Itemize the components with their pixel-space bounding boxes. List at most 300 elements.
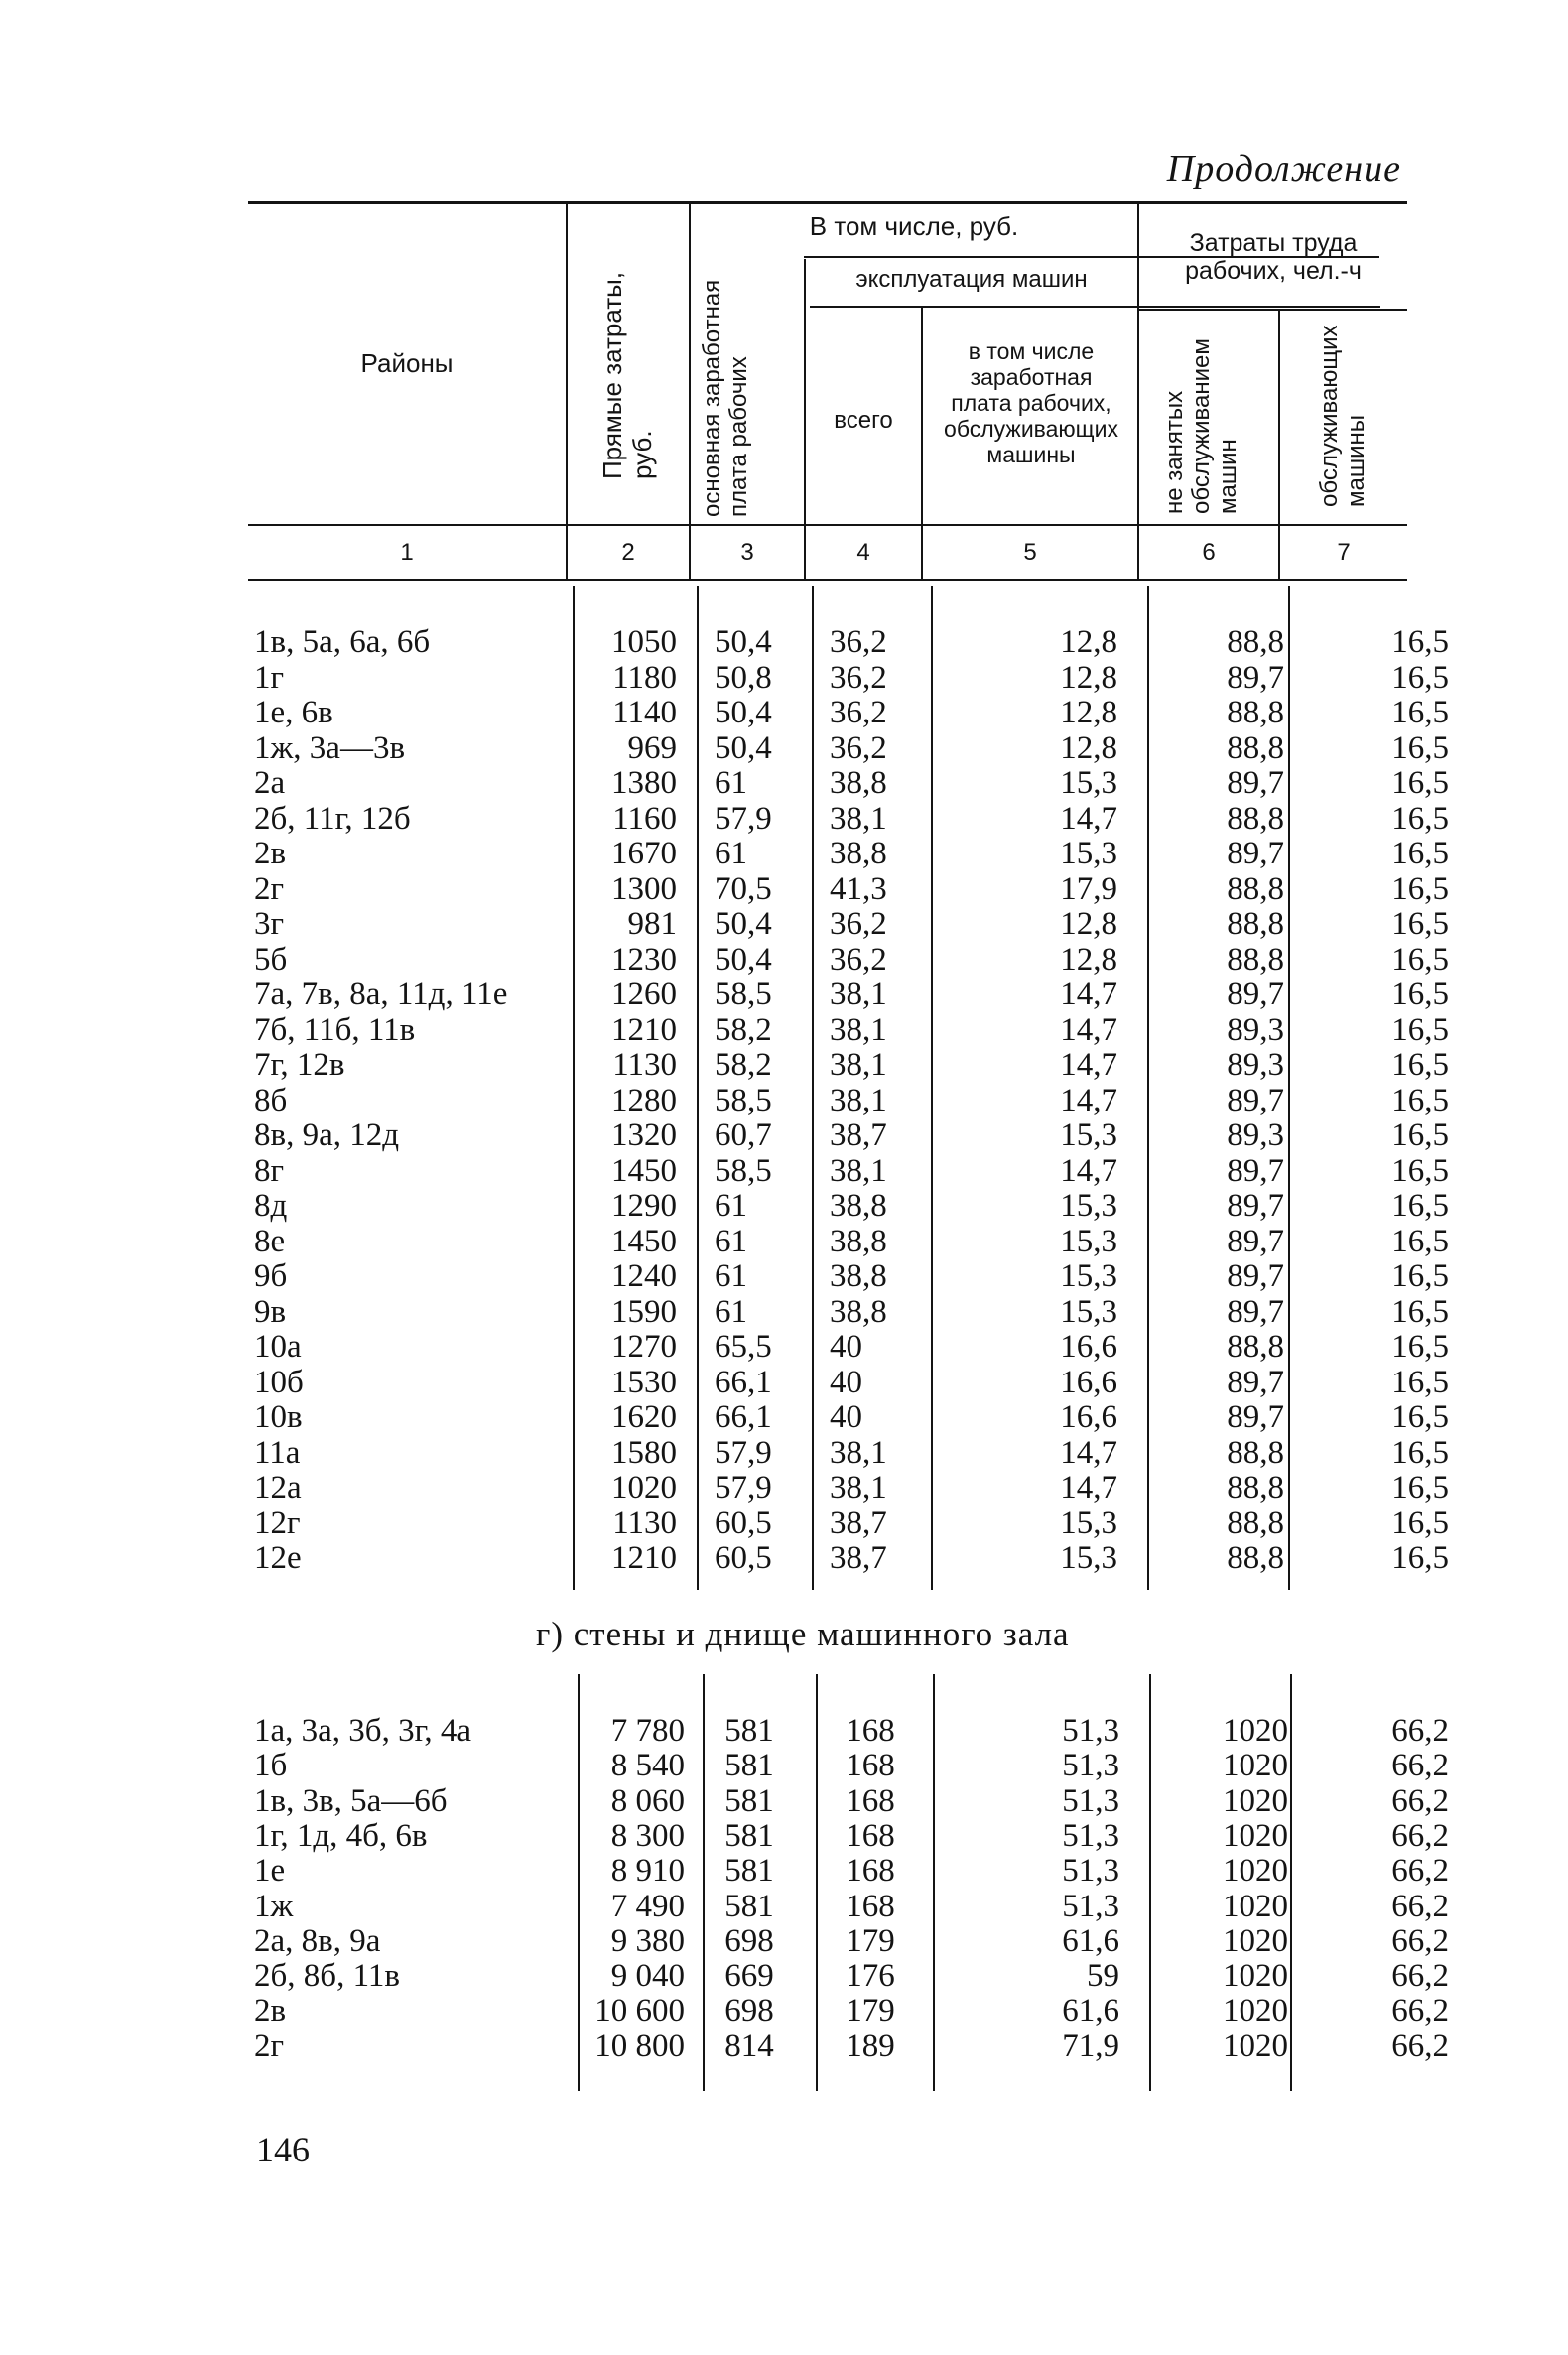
labor-not-machine-cell: 88,8 (1227, 941, 1284, 978)
col-number-6: 6 (1202, 539, 1216, 566)
labor-not-machine-cell: 89,7 (1227, 977, 1284, 1012)
base-wage-cell: 58,5 (715, 977, 772, 1012)
region-cell: 8в, 9а, 12д (254, 1117, 400, 1153)
region-cell: 8б (254, 1082, 288, 1118)
base-wage-cell: 60,5 (715, 1505, 772, 1541)
continuation-label: Продолжение (1166, 148, 1401, 190)
labor-not-machine-cell: 1020 (1223, 1748, 1288, 1784)
machine-wage-cell: 71,9 (1062, 2028, 1119, 2064)
machine-total-cell: 38,1 (830, 1434, 887, 1471)
base-wage-cell: 581 (724, 1853, 774, 1890)
labor-not-machine-cell: 89,3 (1227, 1047, 1284, 1083)
machine-total-cell: 168 (846, 1888, 895, 1924)
table-row (248, 1117, 1449, 1153)
labor-not-machine-cell: 88,8 (1227, 1505, 1284, 1541)
region-cell: 7б, 11б, 11в (254, 1011, 416, 1048)
labor-not-machine-cell: 88,8 (1227, 870, 1284, 907)
table-row (248, 1817, 1449, 1854)
labor-servicing-cell: 16,5 (1391, 1188, 1449, 1224)
direct-costs-cell: 1160 (612, 800, 677, 837)
table-row (248, 765, 1449, 801)
base-wage-cell: 61 (715, 836, 747, 871)
header-labor-costs: Затраты труда рабочих, чел.-ч (1185, 229, 1362, 285)
region-cell: 2а, 8в, 9а (254, 1922, 381, 1959)
labor-servicing-cell: 16,5 (1391, 836, 1449, 871)
machine-wage-cell: 12,8 (1060, 624, 1117, 660)
header-regions: Районы (360, 348, 454, 378)
direct-costs-cell: 1140 (612, 695, 677, 730)
machine-total-cell: 40 (830, 1399, 862, 1435)
machine-total-cell: 176 (846, 1958, 895, 1995)
region-cell: 2г (254, 2028, 285, 2064)
table-row (248, 1082, 1449, 1118)
direct-costs-cell: 1590 (611, 1293, 677, 1330)
table-row (248, 624, 1449, 660)
machine-total-cell: 38,1 (830, 977, 887, 1012)
machine-total-cell: 168 (846, 1782, 895, 1819)
region-cell: 1е (254, 1853, 286, 1890)
machine-wage-cell: 15,3 (1060, 1293, 1117, 1330)
direct-costs-cell: 1210 (611, 1011, 677, 1048)
header-machine-operation: эксплуатация машин (855, 266, 1088, 293)
labor-not-machine-cell: 88,8 (1227, 906, 1284, 942)
labor-servicing-cell: 16,5 (1391, 1258, 1449, 1294)
labor-servicing-cell: 16,5 (1391, 1011, 1449, 1048)
region-cell: 7г, 12в (254, 1047, 345, 1083)
region-cell: 2г (254, 870, 285, 907)
base-wage-cell: 61 (715, 1258, 747, 1294)
labor-servicing-cell: 16,5 (1391, 1152, 1449, 1189)
machine-wage-cell: 12,8 (1060, 906, 1117, 942)
base-wage-cell: 581 (724, 1748, 774, 1784)
table-row (248, 977, 1449, 1012)
labor-servicing-cell: 66,2 (1391, 2028, 1449, 2064)
header-including-wage: в том числе заработная плата рабочих, обслуживающих машины (944, 338, 1118, 467)
region-cell: 9в (254, 1293, 287, 1330)
direct-costs-cell: 8 910 (610, 1853, 685, 1890)
machine-wage-cell: 14,7 (1060, 1011, 1117, 1048)
labor-servicing-cell: 16,5 (1391, 1047, 1449, 1083)
machine-wage-cell: 15,3 (1060, 765, 1117, 801)
labor-not-machine-cell: 88,8 (1227, 624, 1284, 660)
machine-wage-cell: 12,8 (1060, 729, 1117, 766)
direct-costs-cell: 8 300 (610, 1817, 685, 1854)
base-wage-cell: 698 (724, 1922, 774, 1959)
direct-costs-cell: 1130 (612, 1047, 677, 1083)
direct-costs-cell: 1290 (611, 1188, 677, 1224)
labor-servicing-cell: 16,5 (1391, 1223, 1449, 1259)
base-wage-cell: 669 (724, 1958, 774, 1995)
region-cell: 1а, 3а, 3б, 3г, 4а (254, 1713, 472, 1749)
machine-wage-cell: 14,7 (1060, 800, 1117, 837)
direct-costs-cell: 1670 (611, 836, 677, 871)
header-including-rub: В том числе, руб. (809, 211, 1019, 241)
machine-wage-cell: 61,6 (1062, 1993, 1119, 2029)
direct-costs-cell: 1240 (611, 1258, 677, 1294)
base-wage-cell: 58,5 (715, 1152, 772, 1189)
labor-servicing-cell: 16,5 (1391, 1329, 1449, 1365)
labor-not-machine-cell: 1020 (1223, 1853, 1288, 1890)
region-cell: 1г (254, 659, 285, 696)
region-cell: 12е (254, 1540, 302, 1576)
machine-total-cell: 36,2 (830, 941, 887, 978)
machine-total-cell: 179 (846, 1993, 895, 2029)
table-row (248, 1364, 1449, 1400)
labor-not-machine-cell: 88,8 (1227, 1434, 1284, 1471)
region-cell: 10в (254, 1399, 303, 1435)
table-row (248, 659, 1449, 696)
direct-costs-cell: 1450 (611, 1223, 677, 1259)
base-wage-cell: 57,9 (715, 800, 772, 837)
col-number-5: 5 (1023, 539, 1037, 566)
labor-servicing-cell: 16,5 (1391, 695, 1449, 730)
machine-total-cell: 38,7 (830, 1117, 887, 1153)
base-wage-cell: 814 (724, 2028, 774, 2064)
region-cell: 1г, 1д, 4б, 6в (254, 1817, 428, 1854)
table-row (248, 1540, 1449, 1576)
table-row (248, 1748, 1449, 1784)
table-row (248, 1223, 1449, 1259)
labor-not-machine-cell: 89,3 (1227, 1117, 1284, 1153)
machine-wage-cell: 12,8 (1060, 695, 1117, 730)
machine-total-cell: 38,8 (830, 765, 887, 801)
machine-wage-cell: 15,3 (1060, 1188, 1117, 1224)
machine-total-cell: 38,1 (830, 1152, 887, 1189)
labor-servicing-cell: 16,5 (1391, 870, 1449, 907)
machine-total-cell: 36,2 (830, 624, 887, 660)
table-row (248, 1011, 1449, 1048)
labor-not-machine-cell: 89,7 (1227, 836, 1284, 871)
region-cell: 8г (254, 1152, 285, 1189)
base-wage-cell: 50,4 (715, 941, 772, 978)
direct-costs-cell: 1210 (611, 1540, 677, 1576)
labor-servicing-cell: 16,5 (1391, 729, 1449, 766)
labor-servicing-cell: 66,2 (1391, 1748, 1449, 1784)
machine-total-cell: 38,8 (830, 1293, 887, 1330)
direct-costs-cell: 7 490 (610, 1888, 685, 1924)
machine-total-cell: 179 (846, 1922, 895, 1959)
page-number: 146 (256, 2130, 310, 2169)
machine-wage-cell: 15,3 (1060, 1505, 1117, 1541)
region-cell: 2а (254, 765, 286, 801)
machine-wage-cell: 14,7 (1060, 1152, 1117, 1189)
labor-servicing-cell: 16,5 (1391, 624, 1449, 660)
base-wage-cell: 581 (724, 1782, 774, 1819)
machine-wage-cell: 51,3 (1062, 1782, 1119, 1819)
table-row (248, 1958, 1449, 1995)
region-cell: 2в (254, 836, 287, 871)
machine-total-cell: 168 (846, 1713, 895, 1749)
direct-costs-cell: 1300 (611, 870, 677, 907)
table-row (248, 1993, 1449, 2029)
table-row (248, 1782, 1449, 1819)
machine-wage-cell: 12,8 (1060, 659, 1117, 696)
header-not-machine: не занятых обслуживанием машин (1161, 338, 1241, 514)
table-row (248, 870, 1449, 907)
direct-costs-cell: 1260 (611, 977, 677, 1012)
base-wage-cell: 58,2 (715, 1047, 772, 1083)
header-direct-costs: Прямые затраты, руб. (597, 271, 657, 479)
labor-servicing-cell: 16,5 (1391, 906, 1449, 942)
table-row (248, 1329, 1449, 1365)
table-row (248, 1152, 1449, 1189)
machine-wage-cell: 15,3 (1060, 1117, 1117, 1153)
machine-total-cell: 38,8 (830, 836, 887, 871)
col-number-3: 3 (740, 539, 754, 566)
direct-costs-cell: 8 060 (610, 1782, 685, 1819)
labor-not-machine-cell: 88,8 (1227, 729, 1284, 766)
labor-not-machine-cell: 89,7 (1227, 1223, 1284, 1259)
direct-costs-cell: 1380 (611, 765, 677, 801)
base-wage-cell: 66,1 (715, 1399, 772, 1435)
region-cell: 8е (254, 1223, 286, 1259)
labor-not-machine-cell: 89,7 (1227, 1293, 1284, 1330)
direct-costs-cell: 969 (627, 729, 677, 766)
labor-not-machine-cell: 1020 (1223, 1888, 1288, 1924)
labor-not-machine-cell: 89,7 (1227, 659, 1284, 696)
machine-wage-cell: 16,6 (1060, 1329, 1117, 1365)
base-wage-cell: 581 (724, 1817, 774, 1854)
machine-wage-cell: 16,6 (1060, 1399, 1117, 1435)
labor-servicing-cell: 16,5 (1391, 800, 1449, 837)
labor-servicing-cell: 66,2 (1391, 1958, 1449, 1995)
direct-costs-cell: 1270 (611, 1329, 677, 1365)
base-wage-cell: 50,4 (715, 624, 772, 660)
labor-servicing-cell: 16,5 (1391, 659, 1449, 696)
region-cell: 10а (254, 1329, 302, 1365)
machine-wage-cell: 14,7 (1060, 1047, 1117, 1083)
machine-total-cell: 36,2 (830, 906, 887, 942)
labor-servicing-cell: 66,2 (1391, 1888, 1449, 1924)
machine-total-cell: 38,7 (830, 1540, 887, 1576)
col-number-2: 2 (621, 539, 635, 566)
machine-wage-cell: 15,3 (1060, 1223, 1117, 1259)
table-row (248, 2028, 1449, 2064)
labor-servicing-cell: 16,5 (1391, 1399, 1449, 1435)
machine-wage-cell: 61,6 (1062, 1922, 1119, 1959)
machine-total-cell: 38,7 (830, 1505, 887, 1541)
machine-wage-cell: 14,7 (1060, 1470, 1117, 1505)
labor-not-machine-cell: 89,7 (1227, 1152, 1284, 1189)
direct-costs-cell: 1020 (611, 1470, 677, 1505)
base-wage-cell: 61 (715, 1223, 747, 1259)
machine-wage-cell: 14,7 (1060, 977, 1117, 1012)
direct-costs-cell: 1230 (611, 941, 677, 978)
region-cell: 2б, 11г, 12б (254, 800, 411, 837)
labor-not-machine-cell: 88,8 (1227, 1329, 1284, 1365)
labor-not-machine-cell: 88,8 (1227, 800, 1284, 837)
base-wage-cell: 57,9 (715, 1470, 772, 1505)
machine-total-cell: 38,8 (830, 1258, 887, 1294)
machine-total-cell: 40 (830, 1364, 862, 1400)
labor-servicing-cell: 16,5 (1391, 1117, 1449, 1153)
region-cell: 8д (254, 1188, 288, 1224)
labor-servicing-cell: 16,5 (1391, 1364, 1449, 1400)
machine-total-cell: 38,8 (830, 1223, 887, 1259)
machine-wage-cell: 51,3 (1062, 1853, 1119, 1890)
labor-not-machine-cell: 89,3 (1227, 1011, 1284, 1048)
labor-not-machine-cell: 89,7 (1227, 1399, 1284, 1435)
machine-wage-cell: 51,3 (1062, 1713, 1119, 1749)
base-wage-cell: 66,1 (715, 1364, 772, 1400)
machine-wage-cell: 51,3 (1062, 1748, 1119, 1784)
labor-servicing-cell: 66,2 (1391, 1782, 1449, 1819)
labor-not-machine-cell: 89,7 (1227, 765, 1284, 801)
base-wage-cell: 61 (715, 1293, 747, 1330)
region-cell: 12а (254, 1470, 302, 1505)
labor-servicing-cell: 66,2 (1391, 1853, 1449, 1890)
labor-not-machine-cell: 1020 (1223, 1713, 1288, 1749)
region-cell: 1ж (254, 1888, 294, 1924)
region-cell: 9б (254, 1258, 288, 1294)
header-base-wage: основная заработная плата рабочих (699, 279, 752, 517)
machine-total-cell: 38,1 (830, 1011, 887, 1048)
machine-wage-cell: 12,8 (1060, 941, 1117, 978)
machine-total-cell: 36,2 (830, 659, 887, 696)
machine-wage-cell: 15,3 (1060, 1540, 1117, 1576)
labor-servicing-cell: 16,5 (1391, 977, 1449, 1012)
table-row (248, 1853, 1449, 1890)
machine-total-cell: 38,1 (830, 800, 887, 837)
region-cell: 11а (254, 1434, 301, 1471)
labor-servicing-cell: 16,5 (1391, 1293, 1449, 1330)
table-body-section-c (248, 586, 1449, 1588)
base-wage-cell: 60,7 (715, 1117, 772, 1153)
header-total: всего (834, 407, 893, 434)
table-row (248, 1258, 1449, 1294)
labor-not-machine-cell: 89,7 (1227, 1188, 1284, 1224)
labor-not-machine-cell: 1020 (1223, 1782, 1288, 1819)
table-row (248, 1188, 1449, 1224)
machine-total-cell: 40 (830, 1329, 862, 1365)
region-cell: 1в, 3в, 5а—6б (254, 1782, 448, 1819)
machine-total-cell: 38,8 (830, 1188, 887, 1224)
base-wage-cell: 60,5 (715, 1540, 772, 1576)
base-wage-cell: 698 (724, 1993, 774, 2029)
region-cell: 2в (254, 1993, 287, 2029)
machine-total-cell: 168 (846, 1748, 895, 1784)
labor-servicing-cell: 66,2 (1391, 1922, 1449, 1959)
labor-servicing-cell: 16,5 (1391, 1082, 1449, 1118)
direct-costs-cell: 1580 (611, 1434, 677, 1471)
labor-servicing-cell: 16,5 (1391, 1540, 1449, 1576)
base-wage-cell: 50,4 (715, 729, 772, 766)
machine-wage-cell: 59 (1087, 1958, 1119, 1995)
machine-wage-cell: 51,3 (1062, 1888, 1119, 1924)
table-row (248, 695, 1449, 730)
direct-costs-cell: 7 780 (610, 1713, 685, 1749)
table-body-section-d (248, 1674, 1449, 2091)
region-cell: 5б (254, 941, 288, 978)
machine-total-cell: 38,1 (830, 1047, 887, 1083)
region-cell: 1ж, 3а—3в (254, 729, 406, 766)
machine-total-cell: 38,1 (830, 1082, 887, 1118)
labor-not-machine-cell: 89,7 (1227, 1258, 1284, 1294)
region-cell: 1б (254, 1748, 288, 1784)
machine-total-cell: 38,1 (830, 1470, 887, 1505)
base-wage-cell: 581 (724, 1888, 774, 1924)
base-wage-cell: 70,5 (715, 870, 772, 907)
table-row (248, 941, 1449, 978)
machine-wage-cell: 15,3 (1060, 1258, 1117, 1294)
machine-total-cell: 36,2 (830, 695, 887, 730)
table-header (248, 201, 1407, 584)
labor-not-machine-cell: 89,7 (1227, 1364, 1284, 1400)
region-cell: 10б (254, 1364, 304, 1400)
table-row (248, 836, 1449, 871)
base-wage-cell: 58,5 (715, 1082, 772, 1118)
base-wage-cell: 50,4 (715, 906, 772, 942)
labor-servicing-cell: 66,2 (1391, 1817, 1449, 1854)
base-wage-cell: 57,9 (715, 1434, 772, 1471)
region-cell: 12г (254, 1505, 301, 1541)
base-wage-cell: 65,5 (715, 1329, 772, 1365)
table-row (248, 1399, 1449, 1435)
labor-not-machine-cell: 1020 (1223, 2028, 1288, 2064)
labor-not-machine-cell: 88,8 (1227, 1470, 1284, 1505)
region-cell: 3г (254, 906, 285, 942)
labor-servicing-cell: 16,5 (1391, 1470, 1449, 1505)
direct-costs-cell: 10 800 (594, 2028, 685, 2064)
base-wage-cell: 50,8 (715, 659, 772, 696)
table-row (248, 800, 1449, 837)
region-cell: 7а, 7в, 8а, 11д, 11е (254, 977, 508, 1012)
labor-not-machine-cell: 1020 (1223, 1958, 1288, 1995)
table-row (248, 1713, 1449, 1749)
machine-wage-cell: 16,6 (1060, 1364, 1117, 1400)
machine-total-cell: 189 (846, 2028, 895, 2064)
labor-not-machine-cell: 89,7 (1227, 1082, 1284, 1118)
direct-costs-cell: 10 600 (594, 1993, 685, 2029)
labor-not-machine-cell: 1020 (1223, 1993, 1288, 2029)
machine-total-cell: 168 (846, 1853, 895, 1890)
direct-costs-cell: 9 380 (610, 1922, 685, 1959)
machine-total-cell: 168 (846, 1817, 895, 1854)
direct-costs-cell: 1050 (611, 624, 677, 660)
direct-costs-cell: 1620 (611, 1399, 677, 1435)
table-row (248, 729, 1449, 766)
col-number-7: 7 (1337, 539, 1351, 566)
machine-total-cell: 41,3 (830, 870, 887, 907)
direct-costs-cell: 981 (627, 906, 677, 942)
table-row (248, 1505, 1449, 1541)
region-cell: 2б, 8б, 11в (254, 1958, 400, 1995)
labor-servicing-cell: 16,5 (1391, 941, 1449, 978)
section-title: г) стены и днище машинного зала (536, 1615, 1070, 1653)
direct-costs-cell: 1320 (611, 1117, 677, 1153)
direct-costs-cell: 8 540 (610, 1748, 685, 1784)
machine-wage-cell: 17,9 (1060, 870, 1117, 907)
direct-costs-cell: 1180 (612, 659, 677, 696)
labor-servicing-cell: 66,2 (1391, 1993, 1449, 2029)
direct-costs-cell: 9 040 (610, 1958, 685, 1995)
machine-total-cell: 36,2 (830, 729, 887, 766)
machine-wage-cell: 14,7 (1060, 1082, 1117, 1118)
table-row (248, 1293, 1449, 1330)
table-row (248, 1470, 1449, 1505)
header-servicing-machines: обслуживающих машины (1316, 325, 1370, 507)
base-wage-cell: 58,2 (715, 1011, 772, 1048)
region-cell: 1в, 5а, 6а, 6б (254, 624, 431, 660)
table-row (248, 1922, 1449, 1959)
region-cell: 1е, 6в (254, 695, 333, 730)
col-number-1: 1 (400, 539, 414, 566)
labor-not-machine-cell: 1020 (1223, 1922, 1288, 1959)
table-row (248, 1888, 1449, 1924)
labor-servicing-cell: 16,5 (1391, 1434, 1449, 1471)
labor-servicing-cell: 66,2 (1391, 1713, 1449, 1749)
base-wage-cell: 581 (724, 1713, 774, 1749)
